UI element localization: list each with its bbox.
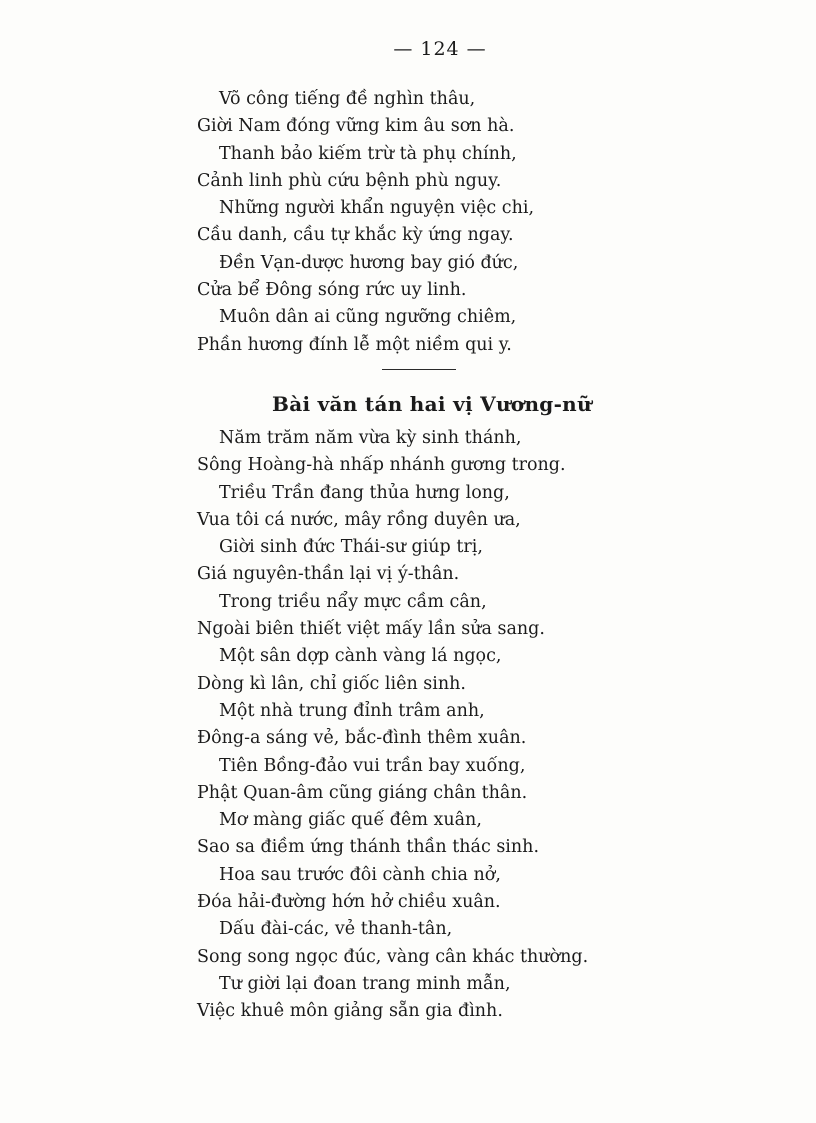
poem-continuation	[197, 86, 534, 359]
verse-line: Giá nguyên-thần lại vị ý-thân.	[197, 564, 460, 585]
verse-line: Tiên Bồng-đảo vui trần bay xuống,	[219, 755, 526, 776]
verse-line: Cửa bể Đông sóng rức uy linh.	[197, 280, 467, 301]
page-number: — 124 —	[393, 38, 487, 60]
verse-line: Sông Hoàng-hà nhấp nhánh gương trong.	[197, 455, 566, 476]
verse-line: Đóa hải-đường hớn hở chiều xuân.	[197, 892, 501, 913]
verse-line: Sao sa điềm ứng thánh thần thác sinh.	[197, 837, 540, 858]
verse-line: Hoa sau trước đôi cành chia nở,	[219, 864, 501, 885]
section-divider	[382, 369, 456, 370]
verse-line: Mơ màng giấc quế đêm xuân,	[219, 810, 482, 831]
verse-line: Thanh bảo kiếm trừ tà phụ chính,	[219, 143, 517, 164]
poem-title: Bài văn tán hai vị Vương-nữ	[272, 392, 592, 416]
verse-line: Phật Quan-âm cũng giáng chân thân.	[197, 782, 528, 803]
verse-line: Cầu danh, cầu tự khắc kỳ ứng ngay.	[197, 225, 514, 246]
verse-line: Võ công tiếng đề nghìn thâu,	[219, 89, 476, 109]
verse-line: Cảnh linh phù cứu bệnh phù nguy.	[197, 170, 502, 191]
verse-line: Năm trăm năm vừa kỳ sinh thánh,	[219, 428, 522, 448]
verse-line: Một sân dợp cành vàng lá ngọc,	[219, 646, 502, 667]
verse-line: Ngoài biên thiết việt mấy lần sửa sang.	[197, 619, 545, 640]
verse-line: Phần hương đính lễ một niềm qui y.	[197, 334, 512, 355]
verse-line: Giời Nam đóng vững kim âu sơn hà.	[197, 116, 515, 137]
verse-line: Giời sinh đức Thái-sư giúp trị,	[219, 537, 483, 558]
verse-line: Đền Vạn-dược hương bay gió đức,	[219, 252, 519, 273]
verse-line: Vua tôi cá nước, mây rồng duyên ưa,	[197, 509, 521, 530]
verse-line: Dòng kì lân, chỉ giốc liên sinh.	[197, 673, 466, 694]
verse-line: Song song ngọc đúc, vàng cân khác thường.	[197, 946, 589, 967]
verse-line: Đông-a sáng vẻ, bắc-đình thêm xuân.	[197, 728, 527, 749]
poem-body	[197, 425, 588, 1026]
verse-line: Những người khẩn nguyện việc chi,	[219, 198, 535, 219]
verse-line: Trong triều nẩy mực cầm cân,	[219, 591, 487, 612]
verse-line: Muôn dân ai cũng ngưỡng chiêm,	[219, 307, 517, 328]
verse-line: Dấu đài-các, vẻ thanh-tân,	[219, 919, 453, 940]
verse-line: Triều Trần đang thủa hưng long,	[219, 482, 510, 503]
verse-line: Tư giời lại đoan trang minh mẫn,	[219, 973, 511, 994]
verse-line: Việc khuê môn giảng sẵn gia đình.	[197, 1001, 503, 1022]
verse-line: Một nhà trung đỉnh trâm anh,	[219, 700, 485, 721]
